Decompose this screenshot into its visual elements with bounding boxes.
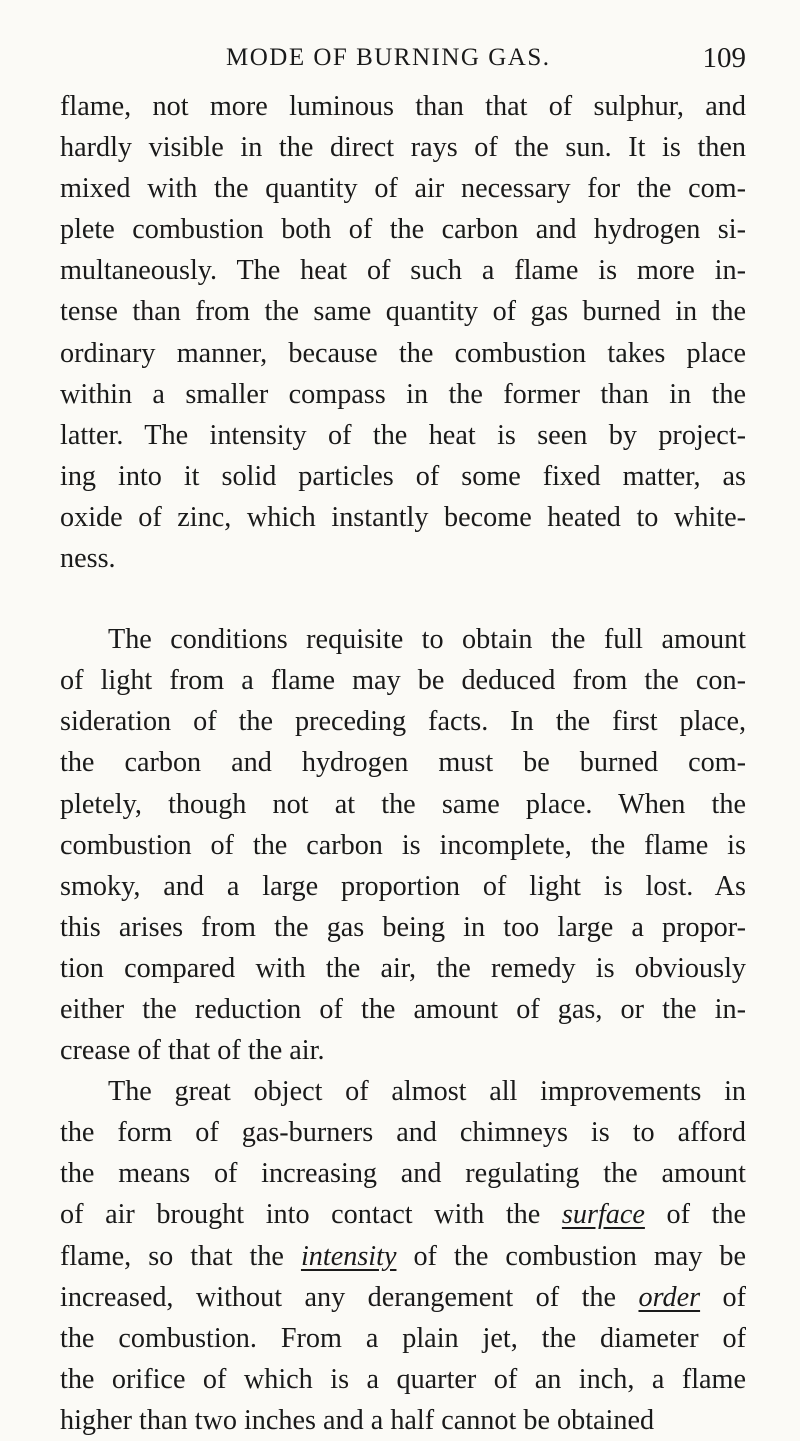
line-text: of air brought into contact with the (60, 1199, 541, 1231)
paragraph-1 (60, 86, 746, 579)
text-line: latter. The intensity of the heat is seen by project- (60, 419, 746, 451)
text-line: either the reduction of the amount of gas, or the in- (60, 993, 746, 1025)
text-line: ing into it solid particles of some fixed matter, as (60, 460, 746, 492)
text-line: within a smaller compass in the former than in the (60, 378, 746, 410)
text-line: oxide of zinc, which instantly become heated to white- (60, 501, 746, 533)
paragraph-3 (60, 1071, 746, 1441)
text-line: multaneously. The heat of such a flame is more in- (60, 255, 746, 287)
text-line: ordinary manner, because the combustion takes place (60, 337, 746, 369)
text-line: The conditions requisite to obtain the full amount (108, 624, 746, 656)
text-line: combustion of the carbon is incomplete, the flame is (60, 829, 746, 861)
paragraph-gap (60, 579, 746, 619)
text-line: the orifice of which is a quarter of an inch, a flame (60, 1363, 746, 1395)
text-line: the form of gas-burners and chimneys is to afford (60, 1117, 746, 1149)
text-line: crease of that of the air. (60, 1035, 325, 1067)
text-line: higher than two inches and a half cannot be obtained (60, 1404, 655, 1436)
line-text: of the combustion may be (396, 1240, 746, 1272)
line-text: flame, so that the (60, 1240, 284, 1272)
page-header (60, 38, 746, 78)
text-line: this arises from the gas being in too large a propor- (60, 911, 746, 943)
emphasis-order: order (638, 1281, 701, 1313)
line-text: increased, without any derangement of the (60, 1281, 617, 1313)
running-head: MODE OF BURNING GAS. (226, 44, 551, 71)
text-line: the combustion. From a plain jet, the diameter of (60, 1322, 746, 1354)
text-line: sideration of the preceding facts. In the first place, (60, 706, 746, 738)
text-line: of light from a flame may be deduced from the con- (60, 665, 746, 697)
text-line: mixed with the quantity of air necessary for the com- (60, 173, 746, 205)
page-number: 109 (702, 42, 746, 74)
text-line: flame, not more luminous than that of sulphur, and (60, 91, 746, 122)
line-text: of (700, 1281, 746, 1313)
text-line: smoky, and a large proportion of light is lost. As (60, 870, 746, 902)
text-line (60, 1277, 746, 1318)
emphasis-intensity: intensity (300, 1240, 397, 1272)
text-line: the carbon and hydrogen must be burned com- (60, 747, 746, 779)
text-line: the means of increasing and regulating the amount (60, 1158, 746, 1190)
body-text (60, 86, 746, 1441)
text-line: hardly visible in the direct rays of the sun. It is then (60, 132, 746, 164)
text-line: tion compared with the air, the remedy is obviously (60, 952, 746, 984)
text-line: ness. (60, 543, 116, 575)
text-line: pletely, though not at the same place. When the (60, 788, 746, 820)
text-line (60, 1194, 746, 1235)
text-line (60, 1236, 746, 1277)
text-line: The great object of almost all improvements in (108, 1076, 746, 1108)
emphasis-surface: surface (561, 1199, 645, 1231)
text-line: plete combustion both of the carbon and hydrogen si- (60, 214, 746, 246)
line-text: of the (644, 1199, 746, 1231)
text-line: tense than from the same quantity of gas burned in the (60, 296, 746, 328)
paragraph-2 (60, 619, 746, 1071)
